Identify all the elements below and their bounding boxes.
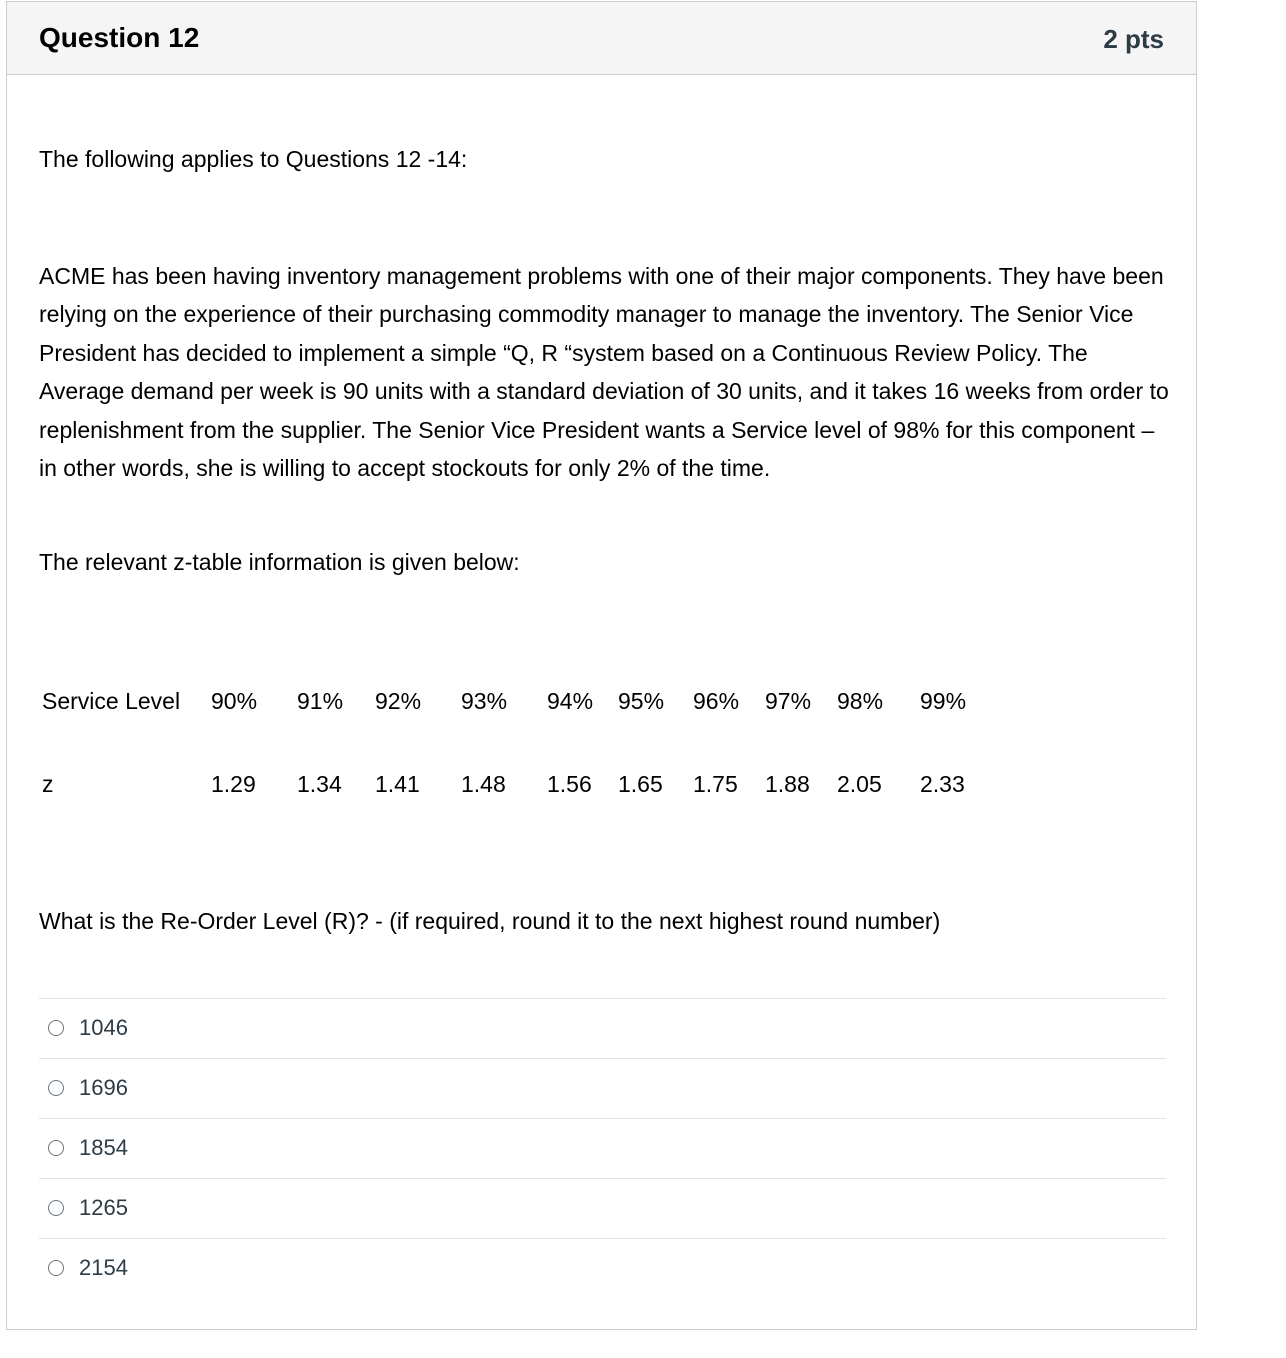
radio-button[interactable] [48,1140,64,1156]
z-value-cell: 1.88 [765,771,810,797]
question-prompt: What is the Re-Order Level (R)? - (if required, round it to the next highest round number) [39,908,941,934]
scenario-paragraph: ACME has been having inventory management problems with one of their major components. They have been relying on the experience of their purchasing commodity manager to manage the inventory. The Senior Vice President has decided to implement a simple “Q, R “system based on a Continuous Review Policy. The Average demand per week is 90 units with a standard deviation of 30 units, and it takes 16 weeks from order to replenishment from the supplier. The Senior Vice President wants a Service level of 98% for this component – in other words, she is willing to accept stockouts for only 2% of the time. [39,263,1169,482]
service-level-cell: 92% [375,688,422,714]
answer-option[interactable] [39,1058,1166,1118]
answer-label[interactable]: 1696 [79,1075,128,1100]
service-level-cell: 95% [618,688,665,714]
service-level-cell: 99% [920,688,967,714]
question-title: Question 12 [39,22,200,53]
intro-text: The following applies to Questions 12 -14: [39,146,468,172]
table-intro-text: The relevant z-table information is given below: [39,549,520,575]
answer-option[interactable] [39,1178,1166,1238]
question-card [6,1,1197,1330]
service-level-cell: 93% [461,688,508,714]
service-level-cell: 97% [765,688,812,714]
service-level-cell: 94% [547,688,594,714]
service-level-cell: 98% [837,688,884,714]
answer-list [39,998,1166,1298]
question-points: 2 pts [1103,24,1164,54]
z-value-cell: 1.34 [297,771,342,797]
answer-option[interactable] [39,998,1166,1058]
answer-label[interactable]: 1046 [79,1015,128,1040]
answer-label[interactable]: 1854 [79,1135,128,1160]
service-level-cell: 90% [211,688,258,714]
z-value-cell: 1.65 [618,771,663,797]
z-value-cell: 1.29 [211,771,256,797]
z-value-cell: 2.05 [837,771,882,797]
service-level-cell: 91% [297,688,344,714]
service-level-cell: 96% [693,688,740,714]
answer-option[interactable] [39,1118,1166,1178]
radio-button[interactable] [48,1080,64,1096]
answer-label[interactable]: 2154 [79,1255,128,1280]
z-value-cell: 1.56 [547,771,592,797]
answer-label[interactable]: 1265 [79,1195,128,1220]
z-value-cell: 1.75 [693,771,738,797]
question-header [7,2,1196,75]
z-value-cell: 1.41 [375,771,420,797]
answer-option[interactable] [39,1238,1166,1298]
z-value-cell: 2.33 [920,771,965,797]
service-level-label: Service Level [42,688,181,714]
z-value-cell: 1.48 [461,771,506,797]
radio-button[interactable] [48,1200,64,1216]
radio-button[interactable] [48,1260,64,1276]
z-label: z [42,771,54,797]
radio-button[interactable] [48,1020,64,1036]
